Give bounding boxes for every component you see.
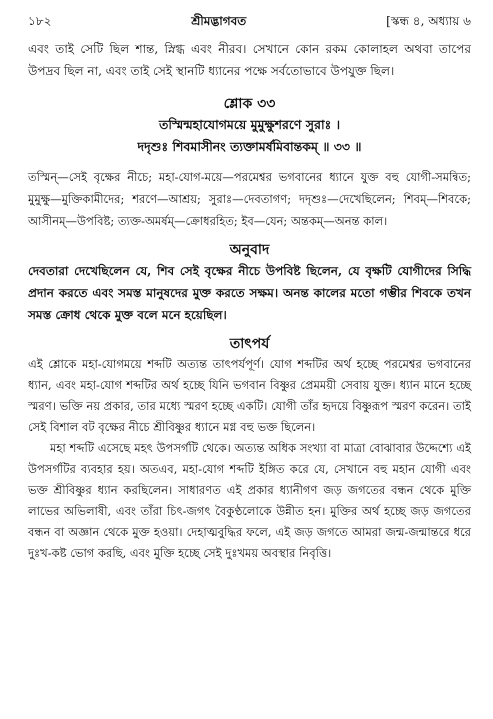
translation-text: দেবতারা দেখেছিলেন যে, শিব সেই বৃক্ষের নীচে উপবিষ্ট ছিলেন, যে বৃক্ষটি যোগীদের সিদ্ধি প্রদান করতে এবং সমস্ত মানুষদের মুক্ত করতে সক্ষম। অনন্ত কালের মতো গম্ভীর শিবকে তখন সমস্ত ক্রোধ থেকে মুক্ত বলে মনে হয়েছিল। — [28, 264, 471, 322]
page-header — [28, 12, 471, 30]
purport-paragraph-2: মহা শব্দটি এসেছে মহৎ উপসর্গটি থেকে। অত্যন্ত অধিক সংখ্যা বা মাত্রা বোঝাবার উদ্দেশ্যে এই উপসর্গটির ব্যবহার হয়। অতএব, মহা-যোগ শব্দটি ইঙ্গিত করে যে, সেখানে বহু মহান যোগী এবং ভক্ত শ্রীবিষ্ণুর ধ্যান করছিলেন। সাধারণত এই প্রকার ধ্যানীগণ জড় জগতের বন্ধন থেকে মুক্তি লাভের অভিলাষী, এবং তাঁরা চিৎ-জগৎ বৈকুণ্ঠলোকে উন্নীত হন। মুক্তির অর্থ হচ্ছে জড় জগতের বন্ধন বা অজ্ঞান থেকে মুক্ত হওয়া। দেহাত্মবুদ্ধির ফলে, এই জড় জগতে আমরা জন্ম-জন্মান্তরে ধরে দুঃখ-কষ্ট ভোগ করছি, এবং মুক্তি হচ্ছে সেই দুঃখময় অবস্থার নিবৃত্তি। — [28, 441, 471, 560]
book-title: শ্রীমদ্ভাগবত — [191, 14, 247, 28]
verse-line-2: দদৃশুঃ শিবমাসীনং ত্যক্তামর্ষমিবান্তকম্ ॥ ৩৩ ॥ — [137, 139, 362, 154]
verse-line-1: তস্মিন্মহাযোগময়ে মুমুক্ষুশরণে সুরাঃ । — [158, 117, 341, 132]
translation-heading: অনুবাদ — [229, 242, 270, 258]
word-synonyms: তস্মিন্—সেই বৃক্ষের নীচে; মহা-যোগ-ময়ে—পরমেশ্বর ভগবানের ধ্যানে যুক্ত বহু যোগী-সমন্বিত; মুমুক্ষু—মুক্তিকামীদের; শরণে—আশ্রয়; সুরাঃ—দেবতাগণ; দদৃশুঃ—দেখেছিলেন; শিবম্—শিবকে; আসীনম্—উপবিষ্ট; ত্যক্ত-অমর্ষম্—ক্রোধরহিত; ইব—যেন; অন্তকম্—অনন্ত কাল। — [28, 170, 471, 228]
intro-paragraph: এবং তাই সেটি ছিল শান্ত, স্নিগ্ধ এবং নীরব। সেখানে কোন রকম কোলাহল অথবা তাপের উপদ্রব ছিল না, এবং তাই সেই স্থানটি ধ্যানের পক্ষে সর্বতোভাবে উপযুক্ত ছিল। — [28, 42, 471, 78]
verse-heading: শ্লোক ৩৩ — [223, 96, 276, 112]
page-number: ১৮২ — [28, 14, 52, 28]
purport-heading: তাৎপর্য — [229, 336, 270, 352]
section-reference: [স্কন্ধ ৪, অধ্যায় ৬ — [386, 14, 471, 28]
purport-paragraph-1: এই শ্লোকে মহা-যোগময়ে শব্দটি অত্যন্ত তাৎপর্যপূর্ণ। যোগ শব্দটির অর্থ হচ্ছে পরমেশ্বর ভগবানের ধ্যান, এবং মহা-যোগ শব্দটির অর্থ হচ্ছে যিনি ভগবান বিষ্ণুর প্রেমময়ী সেবায় যুক্ত। ধ্যান মানে হচ্ছে স্মরণ। ভক্তি নয় প্রকার, তার মধ্যে স্মরণ হচ্ছে একটি। যোগী তাঁর হৃদয়ে বিষ্ণুরূপ স্মরণ করেন। তাই সেই বিশাল বট বৃক্ষের নীচে শ্রীবিষ্ণুর ধ্যানে মগ্ন বহু ভক্ত ছিলেন। — [28, 357, 471, 434]
